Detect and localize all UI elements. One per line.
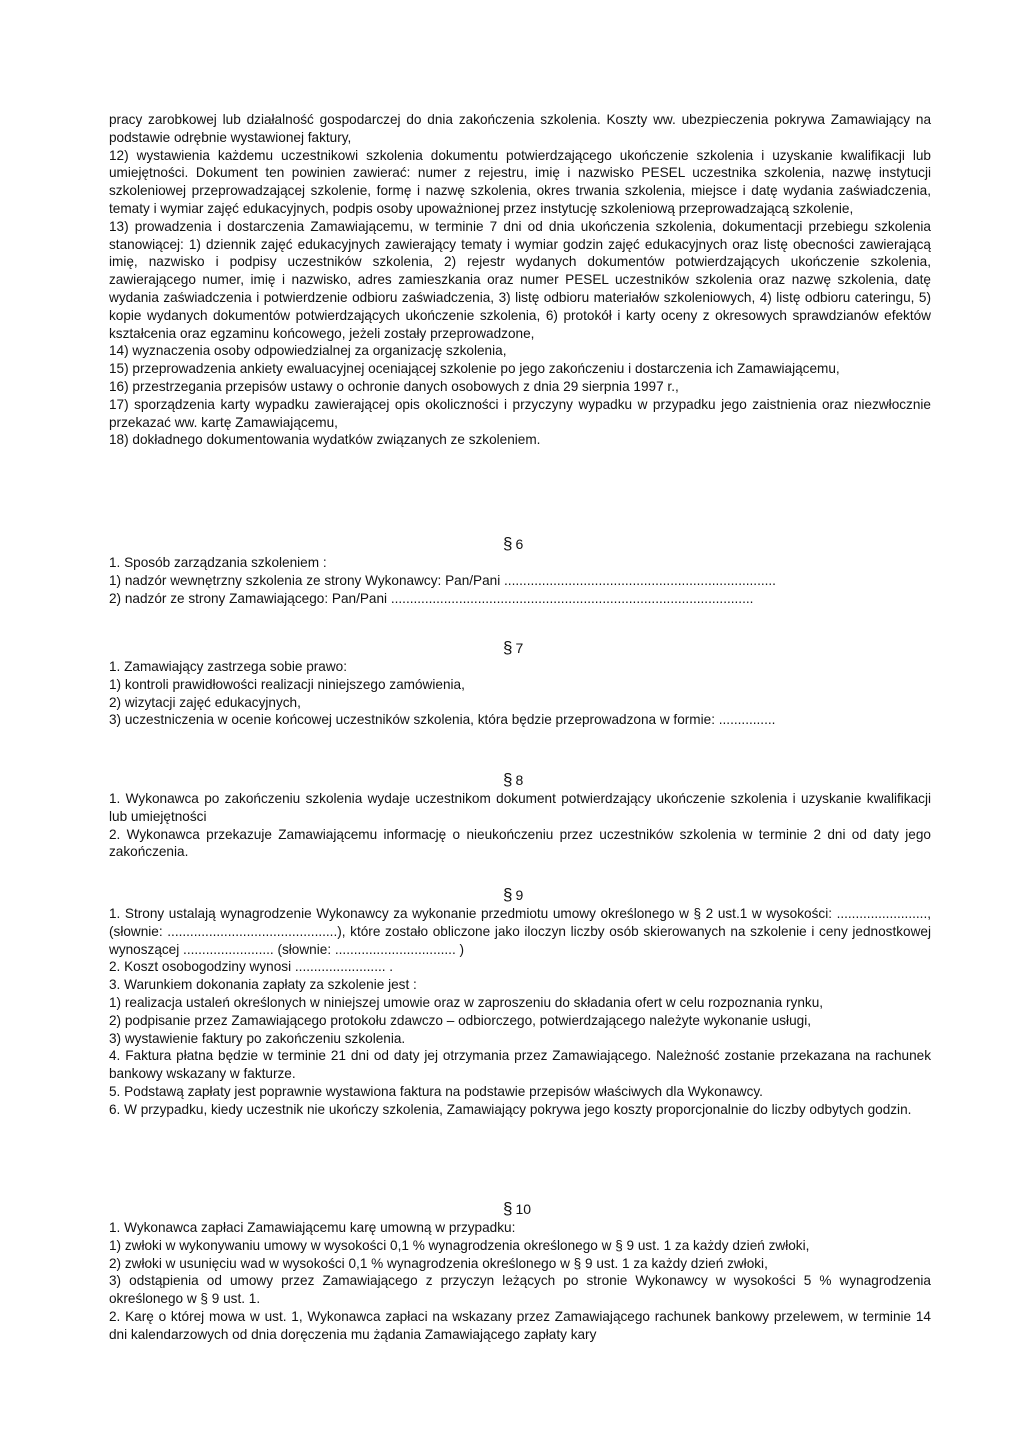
paragraph: 1) kontroli prawidłowości realizacji niniejszego zamówienia, (109, 676, 465, 692)
paragraph: 2) zwłoki w usunięciu wad w wysokości 0,1 % wynagrodzenia określonego w § 9 ust. 1 za każdy dzień zwłoki, (109, 1255, 768, 1271)
paragraph: 16) przestrzegania przepisów ustawy o ochronie danych osobowych z dnia 29 sierpnia 1997 r., (109, 378, 679, 394)
paragraph: 15) przeprowadzenia ankiety ewaluacyjnej oceniającej szkolenie po jego zakończeniu i dostarczenia ich Zamawiającemu, (109, 361, 840, 377)
paragraph: 3. Warunkiem dokonania zapłaty za szkolenie jest : (109, 977, 417, 993)
paragraph: 6. W przypadku, kiedy uczestnik nie ukończy szkolenia, Zamawiający pokrywa jego koszty proporcjonalnie do liczby odbytych godzin. (109, 1101, 912, 1117)
paragraph: 3) wystawienie faktury po zakończeniu szkolenia. (109, 1030, 406, 1046)
paragraph: 1) zwłoki w wykonywaniu umowy w wysokości 0,1 % wynagrodzenia określonego w § 9 ust. 1 za każdy dzień zwłoki, (109, 1237, 810, 1253)
paragraph: 2. Karę o której mowa w ust. 1, Wykonawca zapłaci na wskazany przez Zamawiającego rachunek bankowy przelewem, w terminie 14 dni kalendarzowych od dnia doręczenia mu żądania Zamawiającego zapłaty kary (109, 1308, 931, 1342)
section-10 (109, 1199, 931, 1344)
paragraph: 4. Faktura płatna będzie w terminie 21 dni od daty jej otrzymania przez Zamawiającego. Należność zostanie przekazana na rachunek bankowy wskazany w fakturze. (109, 1048, 931, 1082)
section-number: 9 (515, 887, 524, 903)
paragraph: 1) nadzór wewnętrzny szkolenia ze strony Wykonawcy: Pan/Pani ........................................................................ (109, 572, 776, 588)
paragraph: 1. Wykonawca po zakończeniu szkolenia wydaje uczestnikom dokument potwierdzający ukończenie szkolenia i uzyskanie kwalifikacji lub umiejętności (109, 791, 931, 824)
paragraph: 1. Zamawiający zastrzega sobie prawo: (109, 659, 347, 674)
section-heading (109, 770, 931, 790)
paragraph: 2) wizytacji zajęć edukacyjnych, (109, 694, 301, 710)
section-6 (109, 534, 931, 607)
section-heading (109, 534, 931, 554)
section-heading (109, 638, 931, 658)
section-symbol: § (503, 534, 513, 553)
paragraph: 13) prowadzenia i dostarczenia Zamawiającemu, w terminie 7 dni od dnia ukończenia szkolenia, dokumentacji przebiegu szkolenia stanowiącej: 1) dziennik zajęć edukacyjnych zawierający tematy i wymiar godzin zajęć edukacyjnych oraz listę obecności zawierającą imię, nazwisko i podpisy uczestników szkolenia, 2) rejestr wydanych dokumentów potwierdzających ukończenie szkolenia, zawierającego numer, imię i nazwisko, adres zamieszkania oraz numer PESEL uczestników szkolenia oraz nazwę szkolenia, datę wydania zaświadczenia i potwierdzenie odbioru zaświadczenia, 3) listę odbioru materiałów szkoleniowych, 4) listę odbioru cateringu, 5) kopie wydanych dokumentów potwierdzających ukończenie szkolenia, 6) protokół i karty oceny z okresowych sprawdzianów efektów kształcenia oraz egzaminu końcowego, jeżeli zostały przeprowadzone, (109, 218, 931, 341)
section-symbol: § (503, 638, 513, 657)
paragraph: 18) dokładnego dokumentowania wydatków związanych ze szkoleniem. (109, 432, 541, 448)
section-8 (109, 770, 931, 861)
paragraph: 2) podpisanie przez Zamawiającego protokołu zdawczo – odbiorczego, potwierdzającego należyte wykonanie usługi, (109, 1012, 811, 1028)
paragraph: 2. Wykonawca przekazuje Zamawiającemu informację o nieukończeniu przez uczestników szkolenia w terminie 2 dni od daty jego zakończenia. (109, 826, 931, 860)
paragraph: 1. Strony ustalają wynagrodzenie Wykonawcy za wykonanie przedmiotu umowy określonego w § 2 ust.1 w wysokości: ........................, (słownie: .............................................), które zostało obliczone jako iloczyn liczby osób skierowanych na szkolenie i ceny jednostkowej wynoszącej ........................ (słownie: ................................ ) (109, 906, 931, 957)
paragraph: 12) wystawienia każdemu uczestnikowi szkolenia dokumentu potwierdzającego ukończenie szkolenia i uzyskanie kwalifikacji lub umiejętności. Dokument ten powinien zawierać: numer z rejestru, imię i nazwisko PESEL uczestnika szkolenia, nazwę instytucji szkoleniowej przeprowadzającej szkolenie, formę i nazwę szkolenia, okres trwania szkolenia, miejsce i datę wydania zaświadczenia, tematy i wymiar zajęć edukacyjnych, podpis osoby upoważnionej przez instytucję szkoleniową przeprowadzającą szkolenie, (109, 147, 931, 216)
section-heading (109, 1199, 931, 1219)
paragraph: 3) odstąpienia od umowy przez Zamawiającego z przyczyn leżących po stronie Wykonawcy w wysokości 5 % wynagrodzenia określonego w § 9 ust. 1. (109, 1273, 931, 1307)
section-heading (109, 885, 931, 905)
section-7 (109, 638, 931, 729)
paragraph: pracy zarobkowej lub działalność gospodarczej do dnia zakończenia szkolenia. Koszty ww. ubezpieczenia pokrywa Zamawiający na podstawie odrębnie wystawionej faktury, (109, 112, 931, 145)
section-9 (109, 885, 931, 1119)
section-number: 8 (515, 772, 524, 788)
paragraph: 2) nadzór ze strony Zamawiającego: Pan/Pani ................................................................................................ (109, 590, 754, 606)
continuation-block (109, 111, 931, 449)
paragraph: 1) realizacja ustaleń określonych w niniejszej umowie oraz w zaproszeniu do składania ofert w celu rozpoznania rynku, (109, 994, 824, 1010)
section-symbol: § (503, 885, 513, 904)
paragraph: 3) uczestniczenia w ocenie końcowej uczestników szkolenia, która będzie przeprowadzona w formie: ............... (109, 712, 776, 728)
paragraph: 1. Sposób zarządzania szkoleniem : (109, 555, 327, 570)
section-number: 10 (515, 1201, 532, 1217)
paragraph: 1. Wykonawca zapłaci Zamawiającemu karę umowną w przypadku: (109, 1220, 516, 1235)
section-number: 6 (515, 536, 524, 552)
paragraph: 14) wyznaczenia osoby odpowiedzialnej za organizację szkolenia, (109, 343, 507, 359)
section-number: 7 (515, 640, 524, 656)
section-symbol: § (503, 770, 513, 789)
paragraph: 5. Podstawą zapłaty jest poprawnie wystawiona faktura na podstawie przepisów właściwych dla Wykonawcy. (109, 1083, 763, 1099)
paragraph: 17) sporządzenia karty wypadku zawierającej opis okoliczności i przyczyny wypadku w przypadku jego zaistnienia oraz niezwłocznie przekazać ww. kartę Zamawiającemu, (109, 396, 931, 430)
paragraph: 2. Koszt osobogodziny wynosi ........................ . (109, 959, 394, 975)
section-symbol: § (503, 1199, 513, 1218)
